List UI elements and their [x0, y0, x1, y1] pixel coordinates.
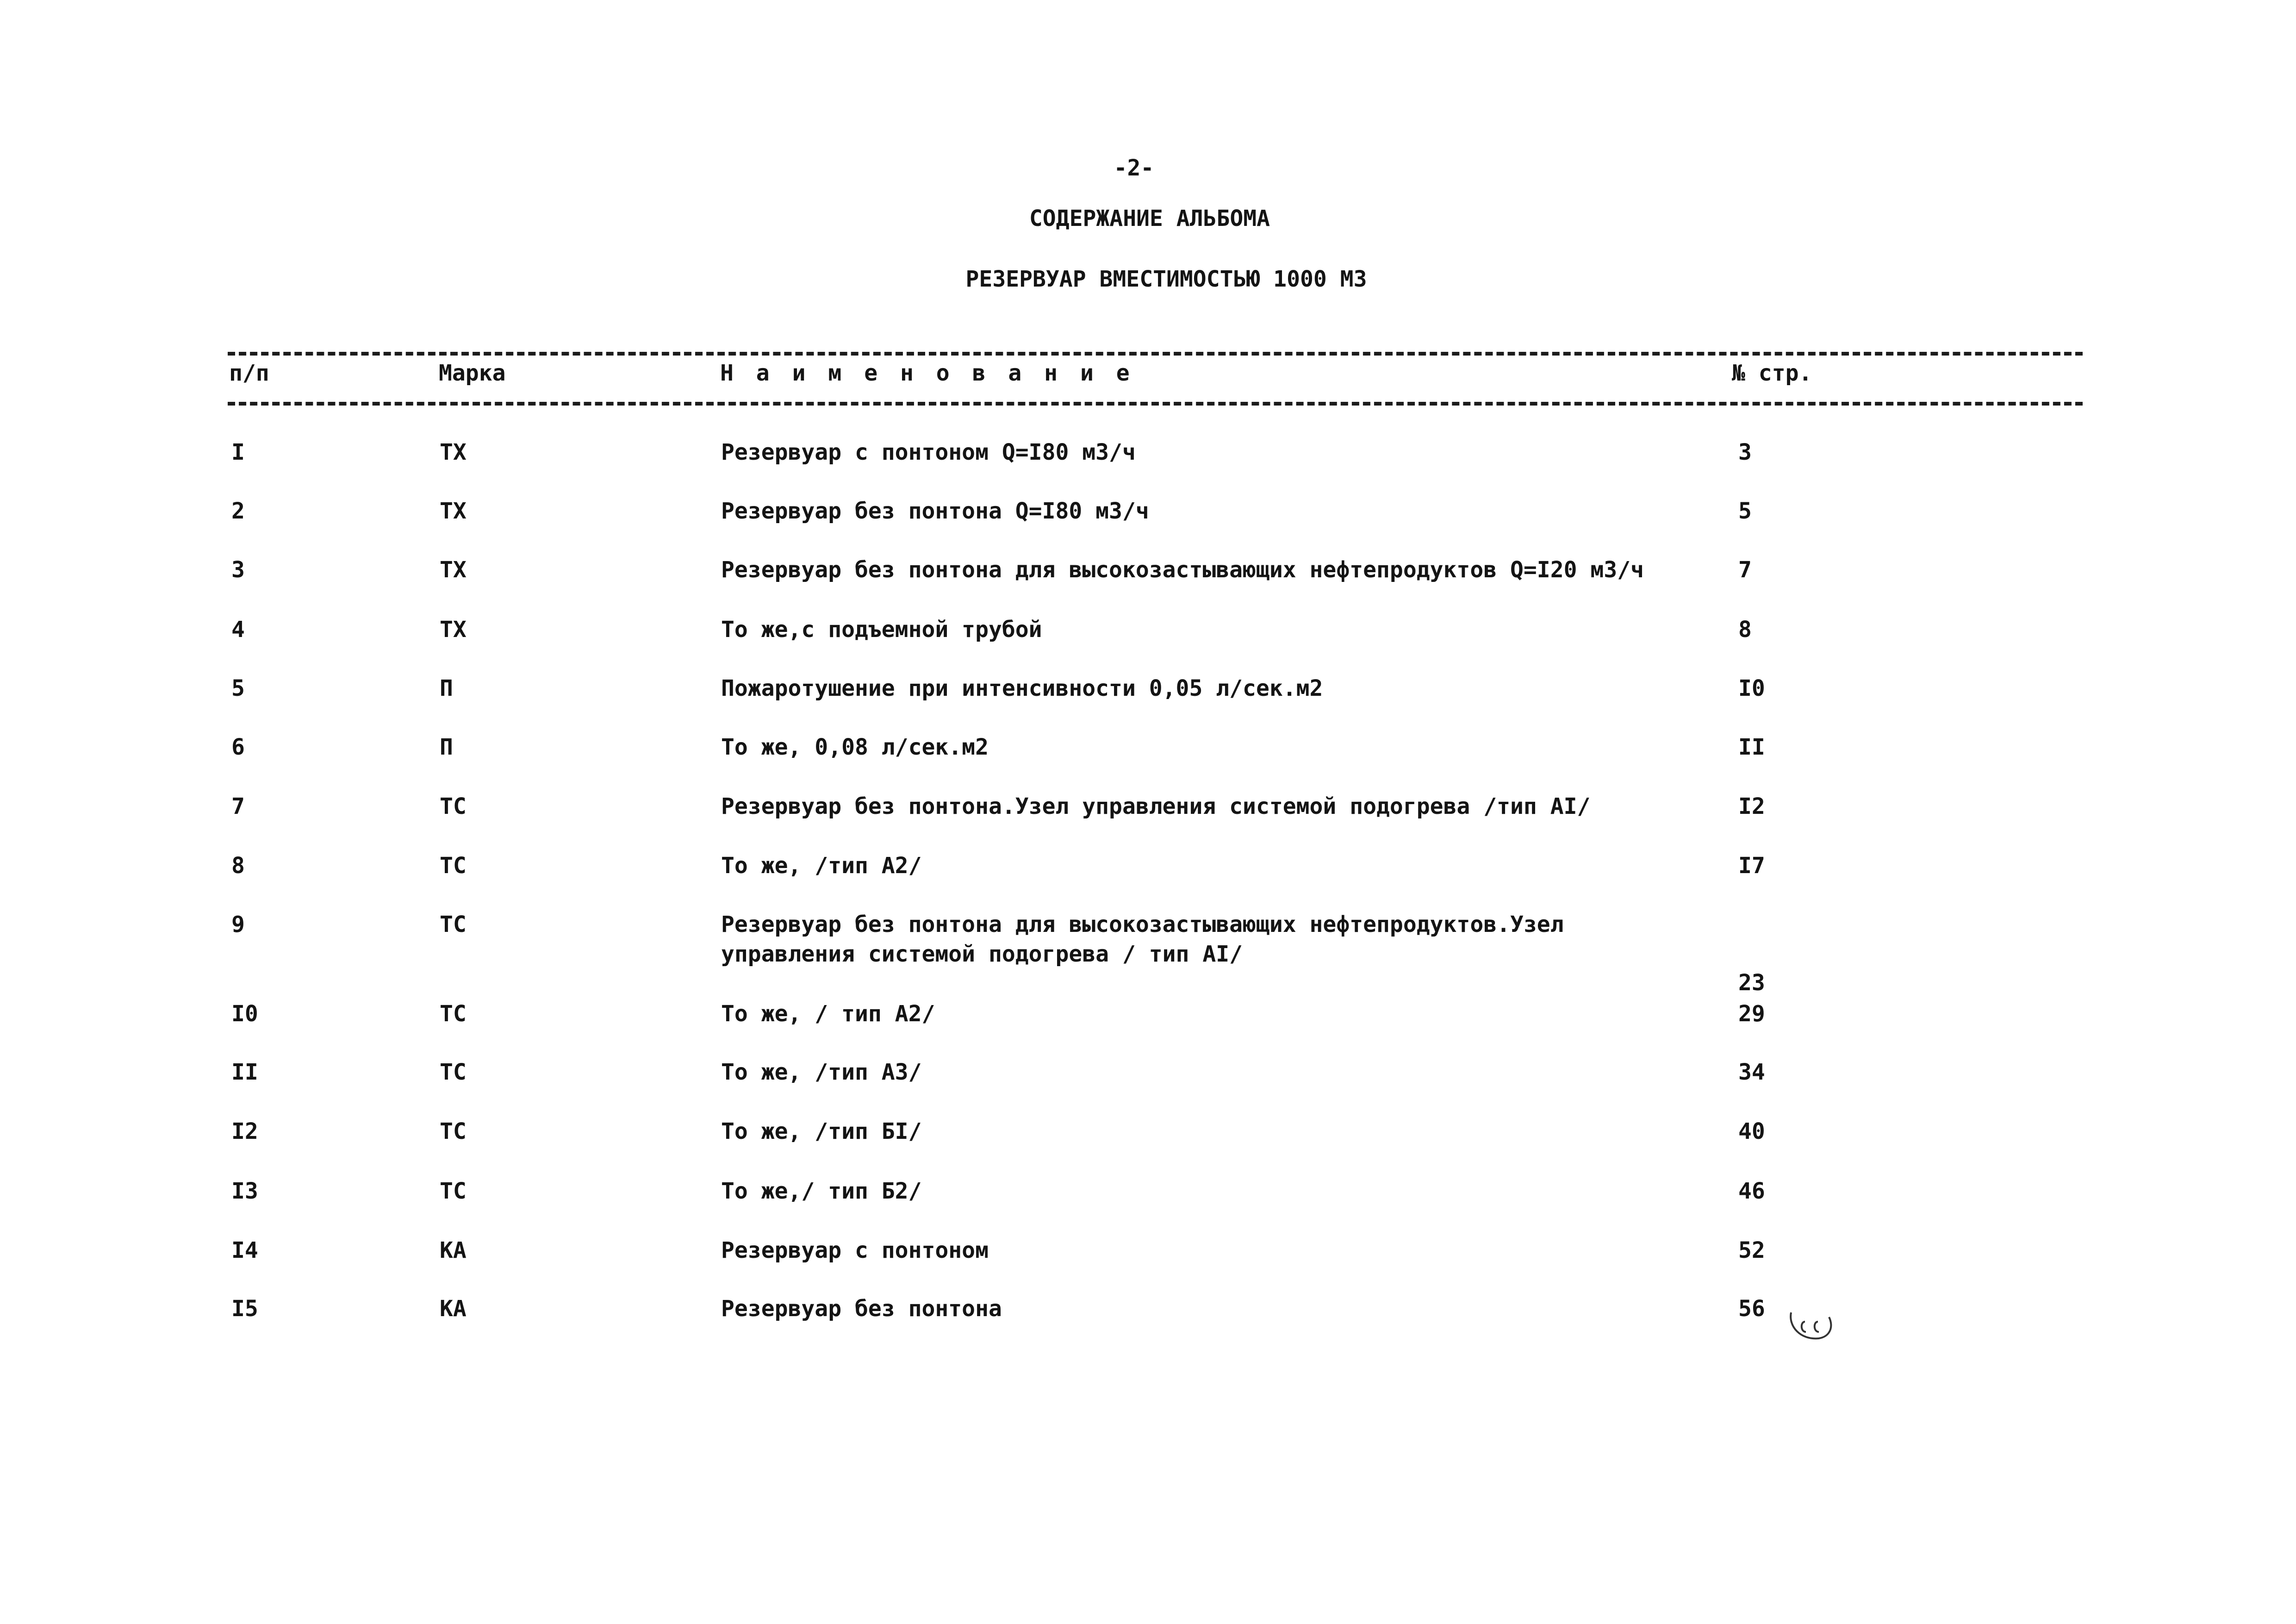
page-number: -2- [1114, 155, 1154, 181]
table-row [0, 437, 2296, 493]
table-row [0, 555, 2296, 611]
row-name: То же, 0,08 л/сек.м2 [721, 734, 989, 760]
row-page: 3 [1738, 439, 1752, 465]
table-row [0, 851, 2296, 906]
row-page: 40 [1738, 1118, 1765, 1144]
table-row [0, 732, 2296, 788]
row-mark: КА [440, 1296, 467, 1322]
row-name: То же,/ тип Б2/ [721, 1178, 922, 1204]
row-mark: ТС [440, 1178, 467, 1204]
row-number: 2 [231, 498, 245, 524]
table-row [0, 1236, 2296, 1291]
table-row [0, 1057, 2296, 1113]
album-title: СОДЕРЖАНИЕ АЛЬБОМА [1029, 206, 1270, 231]
row-number: I4 [231, 1237, 258, 1263]
row-mark: КА [440, 1237, 467, 1263]
row-page: I7 [1738, 853, 1765, 879]
table-row [0, 1294, 2296, 1349]
row-page: 56 [1738, 1296, 1765, 1322]
row-page: 46 [1738, 1178, 1765, 1204]
table-top-rule [228, 352, 2083, 356]
row-number: 6 [231, 734, 245, 760]
column-header-number: п/п [229, 360, 269, 386]
table-row [0, 615, 2296, 670]
row-mark: ТС [440, 853, 467, 879]
row-name: То же,с подъемной трубой [721, 617, 1042, 643]
row-number: II [231, 1059, 258, 1085]
row-number: 4 [231, 617, 245, 643]
row-number: I3 [231, 1178, 258, 1204]
row-mark: ТС [440, 1001, 467, 1027]
row-mark: ТС [440, 912, 467, 937]
row-name: Резервуар с понтоном [721, 1237, 989, 1263]
handwritten-mark-icon [1786, 1308, 1837, 1343]
album-subtitle: РЕЗЕРВУАР ВМЕСТИМОСТЬЮ 1000 М3 [965, 266, 1367, 292]
row-mark: ТС [440, 793, 467, 819]
row-name: Резервуар с понтоном Q=I80 м3/ч [721, 439, 1136, 465]
row-mark: ТХ [440, 617, 467, 643]
row-name: То же, / тип А2/ [721, 1001, 935, 1027]
row-name: Резервуар без понтона [721, 1296, 1002, 1322]
row-mark: ТХ [440, 557, 467, 583]
table-row [0, 496, 2296, 552]
row-name: То же, /тип А2/ [721, 853, 922, 879]
row-number: I2 [231, 1118, 258, 1144]
row-name: Резервуар без понтона.Узел управления системой подогрева /тип АI/ [721, 793, 1591, 819]
row-page: 5 [1738, 498, 1752, 524]
row-number: I [231, 439, 245, 465]
table-header-rule [228, 402, 2083, 406]
column-header-page: № стр. [1732, 360, 1812, 386]
table-row [0, 792, 2296, 847]
row-mark: П [440, 675, 453, 701]
row-number: I5 [231, 1296, 258, 1322]
row-number: I0 [231, 1001, 258, 1027]
table-row [0, 1117, 2296, 1172]
table-row [0, 674, 2296, 729]
row-page: 34 [1738, 1059, 1765, 1085]
column-header-mark: Марка [439, 360, 506, 386]
row-mark: ТС [440, 1118, 467, 1144]
row-page: 23 [1738, 970, 1765, 996]
table-row [0, 910, 2296, 996]
row-name: Пожаротушение при интенсивности 0,05 л/сек.м2 [721, 675, 1323, 701]
row-number: 3 [231, 557, 245, 583]
row-name: То же, /тип А3/ [721, 1059, 922, 1085]
row-mark: ТС [440, 1059, 467, 1085]
row-page: II [1738, 734, 1765, 760]
row-page: 29 [1738, 1001, 1765, 1027]
row-name: Резервуар без понтона для высокозастывающих нефтепродуктов.Узел управления системой подогрева / тип АI/ [721, 912, 1564, 967]
table-row [0, 999, 2296, 1055]
row-page: 52 [1738, 1237, 1765, 1263]
column-header-name: Н а и м е н о в а н и е [720, 360, 1134, 386]
row-number: 7 [231, 793, 245, 819]
row-page: I0 [1738, 675, 1765, 701]
row-name: То же, /тип БI/ [721, 1118, 922, 1144]
row-mark: П [440, 734, 453, 760]
row-name: Резервуар без понтона Q=I80 м3/ч [721, 498, 1149, 524]
row-page: I2 [1738, 793, 1765, 819]
row-page: 7 [1738, 557, 1752, 583]
row-number: 8 [231, 853, 245, 879]
row-name: Резервуар без понтона для высокозастывающих нефтепродуктов Q=I20 м3/ч [721, 557, 1644, 583]
row-mark: ТХ [440, 439, 467, 465]
row-mark: ТХ [440, 498, 467, 524]
row-number: 9 [231, 912, 245, 937]
row-page: 8 [1738, 617, 1752, 643]
table-row [0, 1176, 2296, 1232]
row-number: 5 [231, 675, 245, 701]
